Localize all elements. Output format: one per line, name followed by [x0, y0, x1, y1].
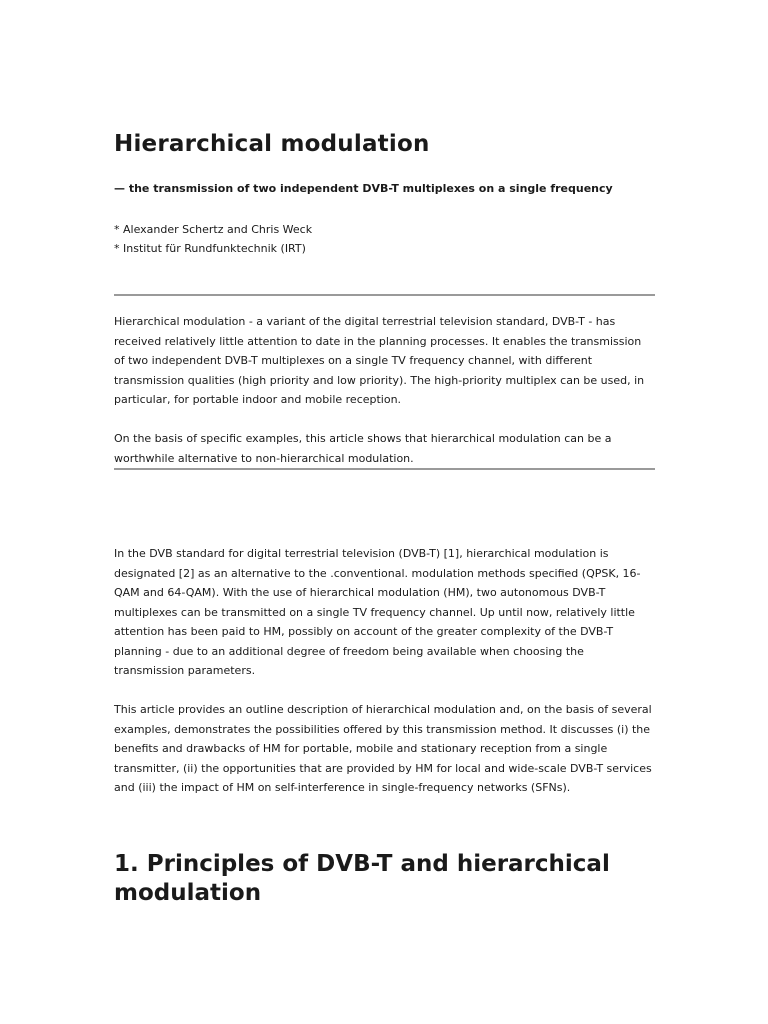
abstract-paragraph-1: Hierarchical modulation - a variant of the digital terrestrial television standard, DVB-T - has received relatively little attention to date in the planning processes. It enables the transmission of two independent DVB-T multiplexes on a single TV frequency channel, with different transmission qualities (high priority and low priority). The high-priority multiplex can be used, in particular, for portable indoor and mobile reception.: [114, 315, 645, 406]
body-paragraph-2: This article provides an outline description of hierarchical modulation and, on the basis of several examples, demonstrates the possibilities offered by this transmission method. It discusses (i) the benefits and drawbacks of HM for portable, mobile and stationary reception from a single transmitter, (ii) the opportunities that are provided by HM for local and wide-scale DVB-T services and (iii) the impact of HM on self-interference in single-frequency networks (SFNs).: [114, 703, 652, 794]
page-title: Hierarchical modulation: [114, 131, 430, 157]
divider-top: [114, 294, 655, 296]
author-names: * Alexander Schertz and Chris Weck: [114, 223, 313, 236]
body-paragraph-1: In the DVB standard for digital terrestrial television (DVB-T) [1], hierarchical modulation is designated [2] as an alternative to the .conventional. modulation methods specified (QPSK, 16-QAM and 64-QAM). With the use of hierarchical modulation (HM), two autonomous DVB-T multiplexes can be transmitted on a single TV frequency channel. Up until now, relatively little attention has been paid to HM, possibly on account of the greater complexity of the DVB-T planning - due to an additional degree of freedom being available when choosing the transmission parameters.: [114, 547, 641, 677]
divider-bottom: [114, 468, 655, 470]
abstract-paragraph-2: On the basis of specific examples, this article shows that hierarchical modulation can be a worthwhile alternative to non-hierarchical modulation.: [114, 432, 612, 465]
subtitle: — the transmission of two independent DVB-T multiplexes on a single frequency: [114, 182, 613, 195]
author-affiliation: * Institut für Rundfunktechnik (IRT): [114, 242, 306, 255]
section-heading: 1. Principles of DVB-T and hierarchical modulation: [114, 851, 610, 906]
author-block: [114, 220, 312, 258]
